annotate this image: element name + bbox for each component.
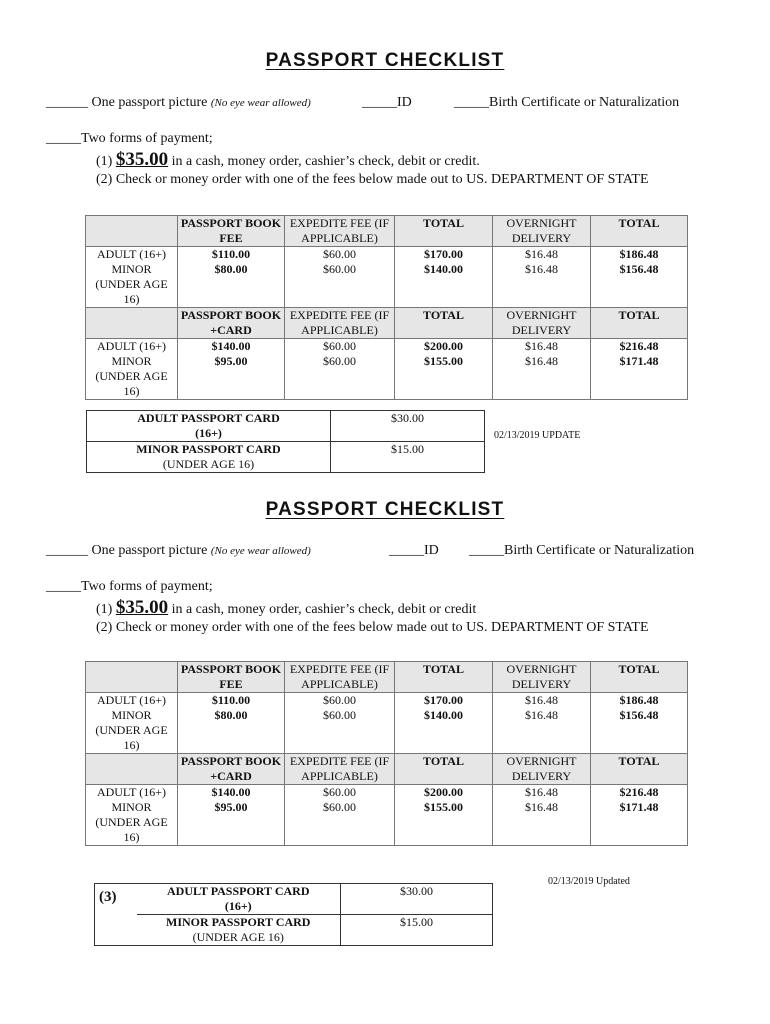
total2-adult: $186.48 — [619, 247, 659, 261]
payment-option-1-number: (1) — [96, 602, 113, 617]
page-title-2: PASSPORT CHECKLIST — [265, 499, 505, 520]
header-overnight-delivery: OVERNIGHT DELIVERY — [493, 216, 591, 247]
minor-card-sub: (UNDER AGE 16) — [162, 457, 255, 471]
overnight-adult: $16.48 — [525, 693, 558, 707]
total-minor: $155.00 — [424, 354, 463, 368]
passport-card-table — [86, 410, 485, 473]
overnight-values-2 — [493, 339, 591, 400]
total2-minor: $171.48 — [619, 354, 659, 368]
adult-card-title: ADULT PASSPORT CARD — [167, 884, 310, 898]
minor-card-price: $15.00 — [331, 442, 485, 473]
expedite-adult: $60.00 — [323, 339, 356, 353]
header-total: TOTAL — [395, 662, 493, 693]
row-labels-2 — [86, 339, 178, 400]
total-minor: $140.00 — [424, 708, 463, 722]
payment-option-1-b — [96, 597, 476, 619]
overnight-values — [493, 693, 591, 754]
expedite-values-2 — [285, 785, 395, 846]
total2-adult: $216.48 — [619, 785, 659, 799]
total2-adult: $186.48 — [619, 693, 659, 707]
adult-card-sub: (16+) — [195, 426, 222, 440]
total-values — [395, 247, 493, 308]
item-number: (3) — [95, 884, 137, 946]
total2-values-2 — [591, 339, 688, 400]
header-total: TOTAL — [395, 216, 493, 247]
id-label: ID — [424, 543, 439, 558]
overnight-adult: $16.48 — [525, 339, 558, 353]
adult-card-sub: (16+) — [224, 899, 252, 913]
header-total-with-delivery: TOTAL — [591, 662, 688, 693]
id-blank[interactable]: _____ — [362, 95, 397, 110]
header-total-with-delivery-2: TOTAL — [591, 754, 688, 785]
picture-item — [46, 95, 311, 111]
id-item-2 — [389, 543, 439, 559]
book-fee-minor: $80.00 — [214, 708, 248, 722]
payment-option-1-amount: $35.00 — [115, 149, 169, 170]
picture-item-2 — [46, 543, 311, 559]
book-card-fee-minor: $95.00 — [214, 354, 248, 368]
total2-values — [591, 693, 688, 754]
birth-blank[interactable]: _____ — [454, 95, 489, 110]
fee-table-2 — [85, 661, 688, 846]
payment-blank[interactable]: _____ — [46, 131, 81, 146]
overnight-adult: $16.48 — [525, 785, 558, 799]
expedite-minor: $60.00 — [323, 800, 356, 814]
row-label-adult: ADULT (16+) — [96, 339, 167, 353]
birth-label: Birth Certificate or Naturalization — [489, 95, 680, 110]
total2-minor: $171.48 — [619, 800, 659, 814]
birth-label: Birth Certificate or Naturalization — [504, 543, 695, 558]
adult-card-price: $30.00 — [331, 411, 485, 442]
header-expedite-fee: EXPEDITE FEE (IF APPLICABLE) — [285, 662, 395, 693]
id-label: ID — [397, 95, 412, 110]
header-overnight-delivery-2: OVERNIGHT DELIVERY — [493, 308, 591, 339]
payment-option-1 — [96, 149, 480, 171]
birth-item — [454, 95, 679, 111]
expedite-values — [285, 693, 395, 754]
total-adult: $200.00 — [424, 339, 463, 353]
overnight-minor: $16.48 — [525, 354, 558, 368]
header-overnight-delivery-2: OVERNIGHT DELIVERY — [493, 754, 591, 785]
total-values-2 — [395, 339, 493, 400]
expedite-minor: $60.00 — [323, 708, 356, 722]
id-item — [362, 95, 412, 111]
adult-card-price: $30.00 — [341, 884, 493, 915]
payment-blank[interactable]: _____ — [46, 579, 81, 594]
book-fee-adult: $110.00 — [211, 693, 251, 707]
picture-blank[interactable]: ______ — [46, 95, 88, 110]
row-labels-2 — [86, 785, 178, 846]
expedite-adult: $60.00 — [323, 693, 356, 707]
overnight-minor: $16.48 — [525, 708, 558, 722]
overnight-adult: $16.48 — [525, 247, 558, 261]
total-minor: $140.00 — [424, 262, 463, 276]
row-label-minor: MINOR (UNDER AGE 16) — [95, 708, 168, 752]
minor-card-label — [137, 915, 341, 946]
row-label-adult: ADULT (16+) — [96, 247, 167, 261]
header-expedite-fee: EXPEDITE FEE (IF APPLICABLE) — [285, 216, 395, 247]
book-fee-minor: $80.00 — [214, 262, 248, 276]
header-passport-book-fee: PASSPORT BOOK FEE — [178, 216, 285, 247]
adult-card-label — [137, 884, 341, 915]
overnight-minor: $16.48 — [525, 800, 558, 814]
picture-label: One passport picture — [91, 543, 208, 558]
row-labels — [86, 693, 178, 754]
book-card-fee-adult: $140.00 — [211, 785, 251, 799]
minor-card-price: $15.00 — [341, 915, 493, 946]
passport-card-table-2 — [94, 883, 493, 946]
book-card-fee-values — [178, 785, 285, 846]
book-fee-adult: $110.00 — [211, 247, 251, 261]
payment-label: Two forms of payment; — [81, 131, 213, 146]
total-adult: $170.00 — [424, 247, 463, 261]
update-note-2: 02/13/2019 Updated — [548, 876, 630, 887]
total-adult: $200.00 — [424, 785, 463, 799]
payment-option-1-amount: $35.00 — [115, 597, 169, 618]
book-card-fee-minor: $95.00 — [214, 800, 248, 814]
birth-item-2 — [469, 543, 694, 559]
total2-values — [591, 247, 688, 308]
expedite-minor: $60.00 — [323, 354, 356, 368]
picture-blank[interactable]: ______ — [46, 543, 88, 558]
expedite-minor: $60.00 — [323, 262, 356, 276]
picture-note: (No eye wear allowed) — [210, 545, 311, 557]
total2-adult: $216.48 — [619, 339, 659, 353]
payment-label: Two forms of payment; — [81, 579, 213, 594]
payment-item — [46, 131, 213, 147]
overnight-minor: $16.48 — [525, 262, 558, 276]
header-overnight-delivery: OVERNIGHT DELIVERY — [493, 662, 591, 693]
minor-card-title: MINOR PASSPORT CARD — [166, 915, 311, 929]
header-total-2: TOTAL — [395, 308, 493, 339]
page-title: PASSPORT CHECKLIST — [265, 50, 505, 71]
total-values — [395, 693, 493, 754]
expedite-values-2 — [285, 339, 395, 400]
book-fee-values — [178, 247, 285, 308]
fee-table-corner — [86, 662, 178, 693]
expedite-values — [285, 247, 395, 308]
expedite-adult: $60.00 — [323, 785, 356, 799]
row-label-minor: MINOR (UNDER AGE 16) — [95, 354, 168, 398]
header-passport-book-card: PASSPORT BOOK +CARD — [178, 754, 285, 785]
adult-card-label — [87, 411, 331, 442]
fee-table-corner-2 — [86, 308, 178, 339]
header-expedite-fee-2: EXPEDITE FEE (IF APPLICABLE) — [285, 308, 395, 339]
book-card-fee-values — [178, 339, 285, 400]
minor-card-label — [87, 442, 331, 473]
header-expedite-fee-2: EXPEDITE FEE (IF APPLICABLE) — [285, 754, 395, 785]
payment-option-1-number: (1) — [96, 154, 113, 169]
total-values-2 — [395, 785, 493, 846]
overnight-values-2 — [493, 785, 591, 846]
overnight-values — [493, 247, 591, 308]
adult-card-title: ADULT PASSPORT CARD — [137, 411, 280, 425]
header-passport-book-fee: PASSPORT BOOK FEE — [178, 662, 285, 693]
payment-option-2: (2) Check or money order with one of the fees below made out to US. DEPARTMENT OF STATE — [96, 172, 649, 187]
fee-table-corner-2 — [86, 754, 178, 785]
book-fee-values — [178, 693, 285, 754]
payment-option-1-text: in a cash, money order, cashier’s check, debit or credit. — [171, 154, 480, 169]
id-blank[interactable]: _____ — [389, 543, 424, 558]
total2-minor: $156.48 — [619, 708, 659, 722]
payment-item-2 — [46, 579, 213, 595]
row-label-minor: MINOR (UNDER AGE 16) — [95, 262, 168, 306]
update-note: 02/13/2019 UPDATE — [494, 430, 581, 441]
fee-table — [85, 215, 688, 400]
minor-card-sub: (UNDER AGE 16) — [192, 930, 284, 944]
book-card-fee-adult: $140.00 — [211, 339, 251, 353]
birth-blank[interactable]: _____ — [469, 543, 504, 558]
row-labels — [86, 247, 178, 308]
total-adult: $170.00 — [424, 693, 463, 707]
picture-label: One passport picture — [91, 95, 208, 110]
header-total-2: TOTAL — [395, 754, 493, 785]
expedite-adult: $60.00 — [323, 247, 356, 261]
header-total-with-delivery: TOTAL — [591, 216, 688, 247]
row-label-minor: MINOR (UNDER AGE 16) — [95, 800, 168, 844]
header-passport-book-card: PASSPORT BOOK +CARD — [178, 308, 285, 339]
picture-note: (No eye wear allowed) — [210, 97, 311, 109]
total-minor: $155.00 — [424, 800, 463, 814]
total2-minor: $156.48 — [619, 262, 659, 276]
header-total-with-delivery-2: TOTAL — [591, 308, 688, 339]
payment-option-1-text: in a cash, money order, cashier’s check, debit or credit — [171, 602, 477, 617]
row-label-adult: ADULT (16+) — [96, 785, 167, 799]
row-label-adult: ADULT (16+) — [96, 693, 167, 707]
minor-card-title: MINOR PASSPORT CARD — [136, 442, 281, 456]
total2-values-2 — [591, 785, 688, 846]
fee-table-corner — [86, 216, 178, 247]
payment-option-2-b: (2) Check or money order with one of the fees below made out to US. DEPARTMENT OF STATE — [96, 620, 649, 635]
